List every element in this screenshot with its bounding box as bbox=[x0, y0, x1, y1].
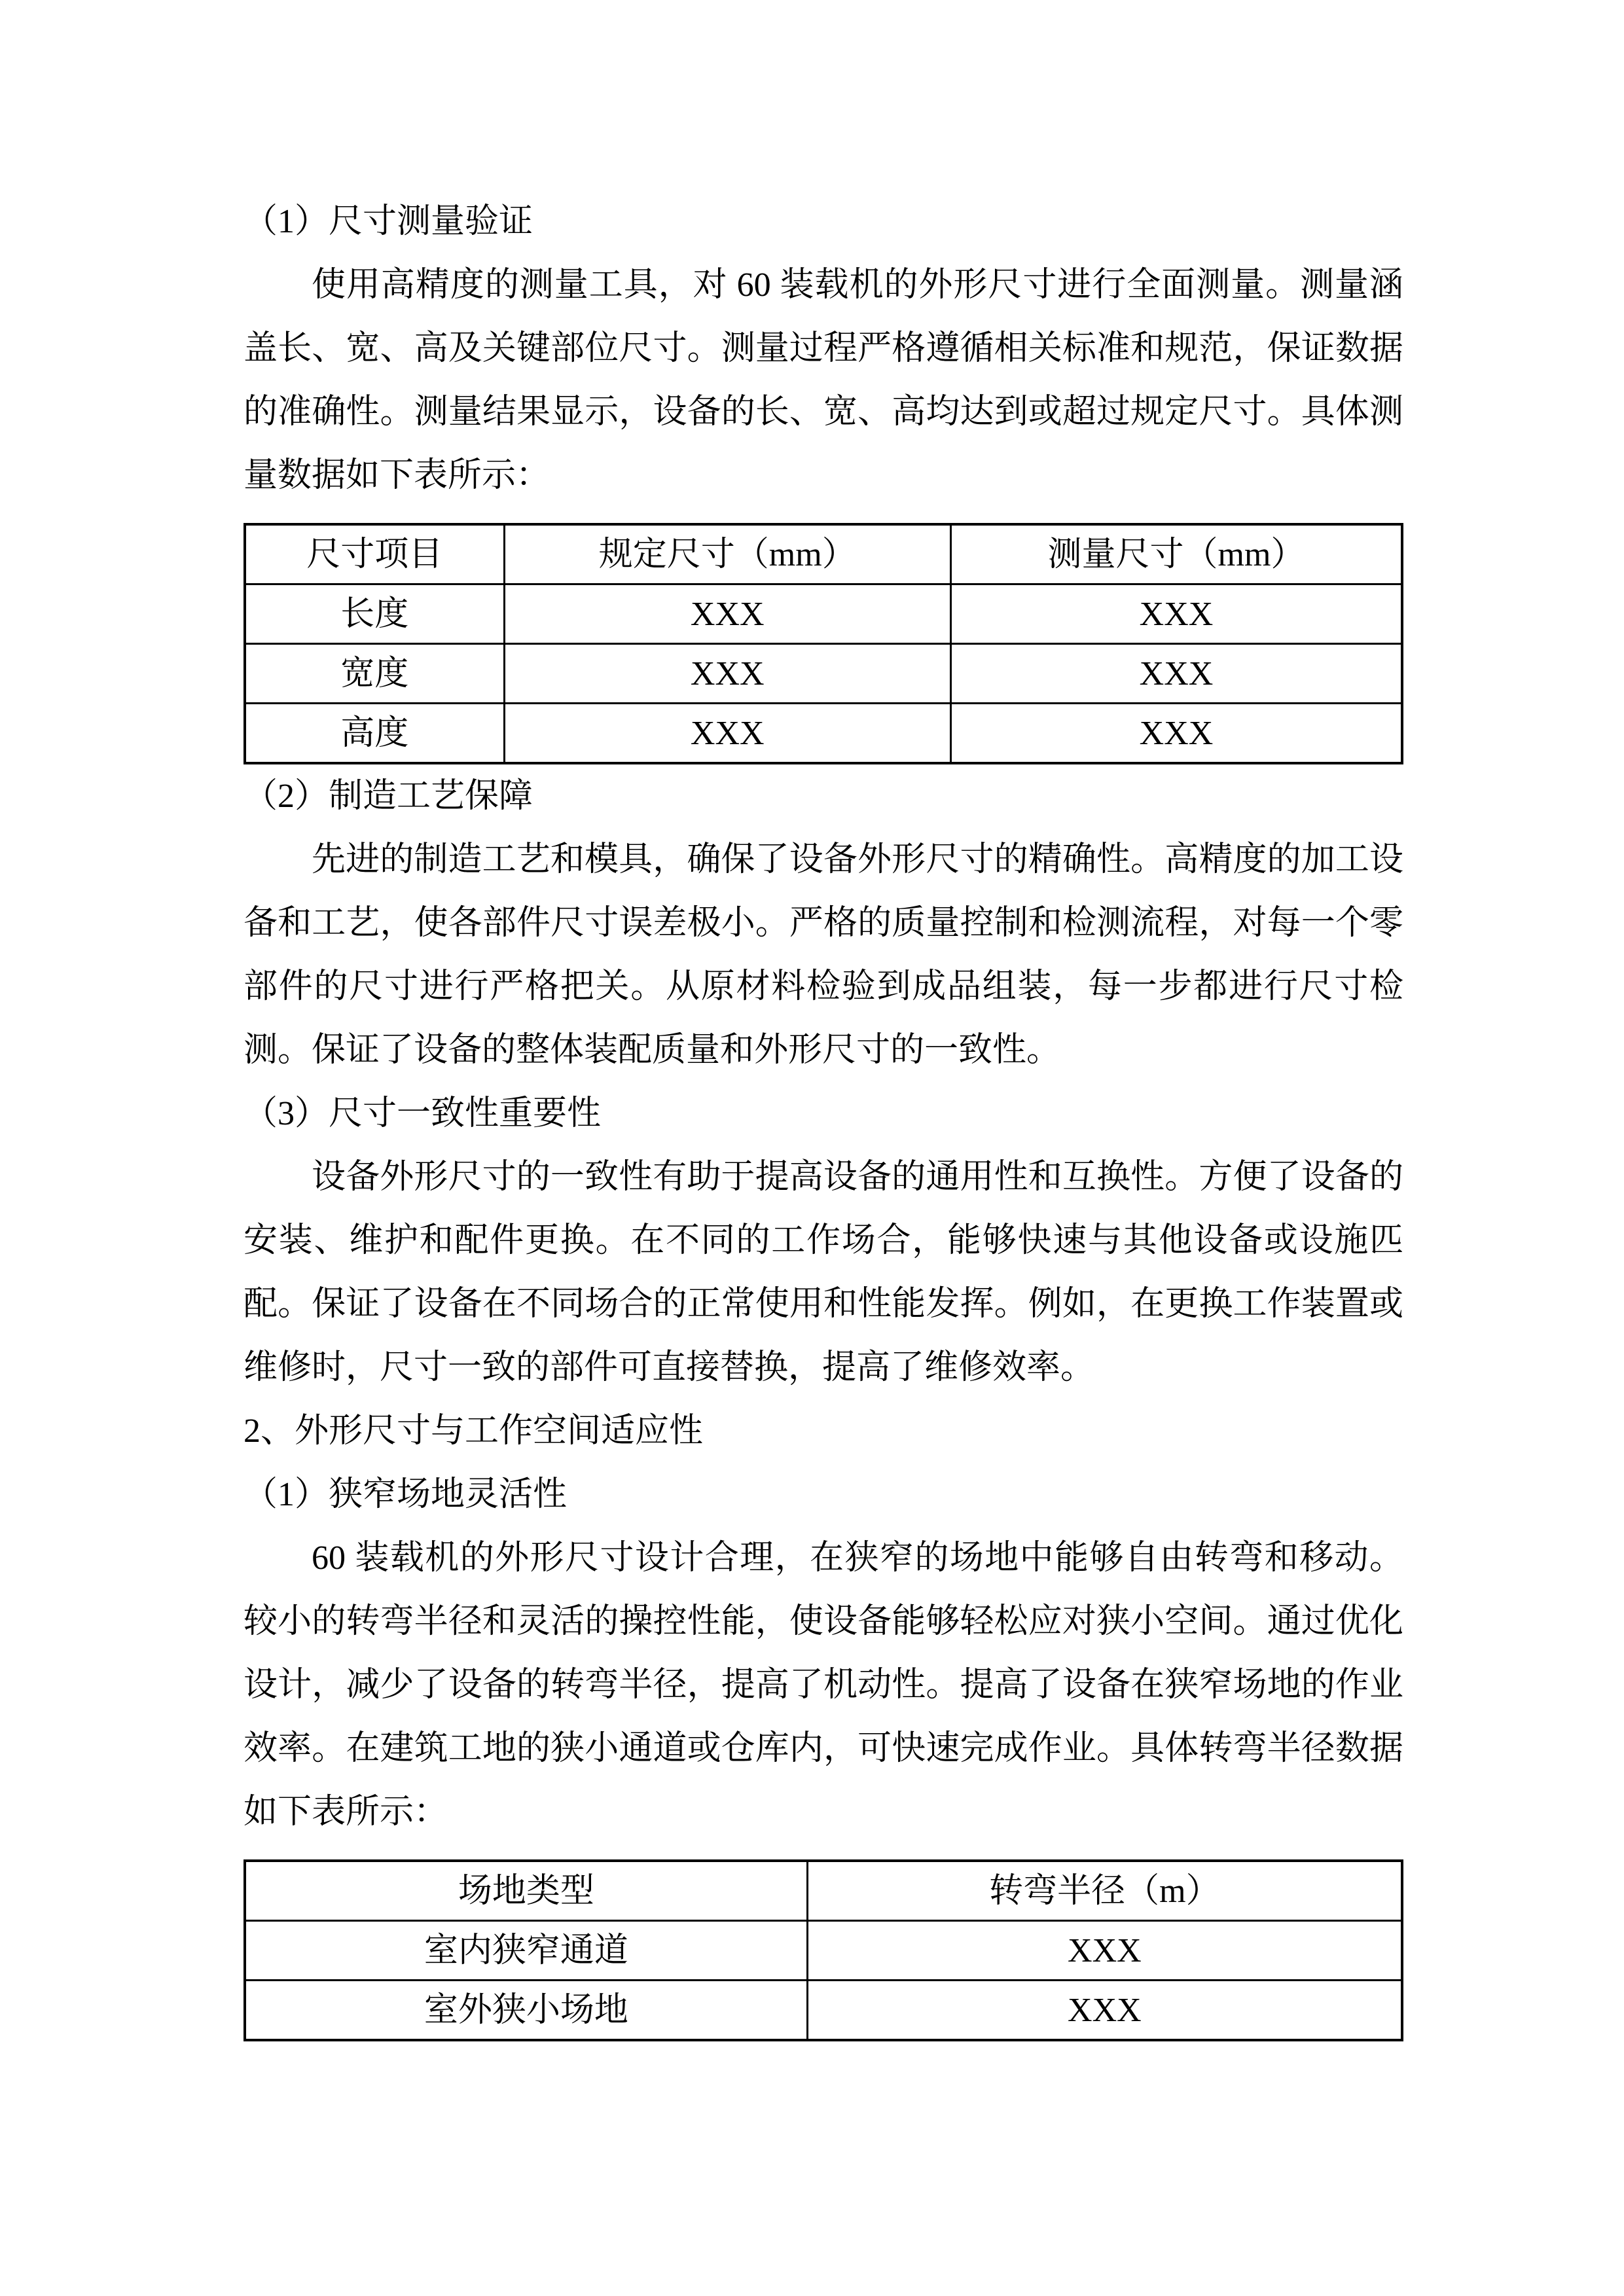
table-row bbox=[245, 584, 1402, 644]
table-cell: 室内狭窄通道 bbox=[245, 1921, 807, 1981]
table-cell: XXX bbox=[504, 644, 950, 704]
paragraph-dimension-consistency: 设备外形尺寸的一致性有助于提高设备的通用性和互换性。方便了设备的安装、维护和配件更换。在不同的工作场合，能够快速与其他设备或设施匹配。保证了设备在不同场合的正常使用和性能发挥。例如，在更换工作装置或维修时，尺寸一致的部件可直接替换，提高了维修效率。 bbox=[244, 1158, 1403, 1386]
table-row bbox=[245, 644, 1402, 704]
dimension-table-header-item: 尺寸项目 bbox=[245, 524, 504, 584]
table-cell: XXX bbox=[504, 584, 950, 644]
table-row bbox=[245, 1921, 1402, 1981]
table-cell: XXX bbox=[950, 644, 1402, 704]
paragraph-manufacturing-process: 先进的制造工艺和模具，确保了设备外形尺寸的精确性。高精度的加工设备和工艺，使各部件尺寸误差极小。严格的质量控制和检测流程，对每一个零部件的尺寸进行严格把关。从原材料检验到成品组装，每一步都进行尺寸检测。保证了设备的整体装配质量和外形尺寸的一致性。 bbox=[244, 841, 1403, 1069]
table-row bbox=[245, 704, 1402, 764]
table-cell: XXX bbox=[950, 584, 1402, 644]
paragraph-measurement-verification: 使用高精度的测量工具，对 60 装载机的外形尺寸进行全面测量。测量涵盖长、宽、高及关键部位尺寸。测量过程严格遵循相关标准和规范，保证数据的准确性。测量结果显示，设备的长、宽、高均达到或超过规定尺寸。具体测量数据如下表所示： bbox=[244, 266, 1403, 494]
heading-dimension-consistency: （3）尺寸一致性重要性 bbox=[244, 1095, 602, 1132]
turning-table-header-radius: 转弯半径（m） bbox=[807, 1861, 1402, 1921]
table-cell: 宽度 bbox=[245, 644, 504, 704]
turning-radius-table bbox=[244, 1859, 1403, 2041]
turning-table-header-site-type: 场地类型 bbox=[245, 1861, 807, 1921]
dimension-table bbox=[244, 523, 1403, 764]
turning-table-header-row bbox=[245, 1861, 1402, 1921]
table-cell: XXX bbox=[504, 704, 950, 764]
heading-dimension-measurement-verification: （1）尺寸测量验证 bbox=[244, 203, 533, 240]
dimension-table-header-measured: 测量尺寸（mm） bbox=[950, 524, 1402, 584]
dimension-table-header-row bbox=[245, 524, 1402, 584]
table-cell: XXX bbox=[950, 704, 1402, 764]
table-cell: 高度 bbox=[245, 704, 504, 764]
paragraph-narrow-site-flexibility: 60 装载机的外形尺寸设计合理，在狭窄的场地中能够自由转弯和移动。较小的转弯半径和灵活的操控性能，使设备能够轻松应对狭小空间。通过优化设计，减少了设备的转弯半径，提高了机动性。提高了设备在狭窄场地的作业效率。在建筑工地的狭小通道或仓库内，可快速完成作业。具体转弯半径数据如下表所示： bbox=[244, 1539, 1403, 1831]
table-row bbox=[245, 1981, 1402, 2041]
heading-narrow-site-flexibility: （1）狭窄场地灵活性 bbox=[244, 1476, 568, 1513]
table-cell: XXX bbox=[807, 1921, 1402, 1981]
heading-manufacturing-process: （2）制造工艺保障 bbox=[244, 778, 533, 815]
dimension-table-header-specified: 规定尺寸（mm） bbox=[504, 524, 950, 584]
heading-workspace-adaptability: 2、外形尺寸与工作空间适应性 bbox=[244, 1412, 704, 1450]
table-cell: 长度 bbox=[245, 584, 504, 644]
table-cell: 室外狭小场地 bbox=[245, 1981, 807, 2041]
table-cell: XXX bbox=[807, 1981, 1402, 2041]
